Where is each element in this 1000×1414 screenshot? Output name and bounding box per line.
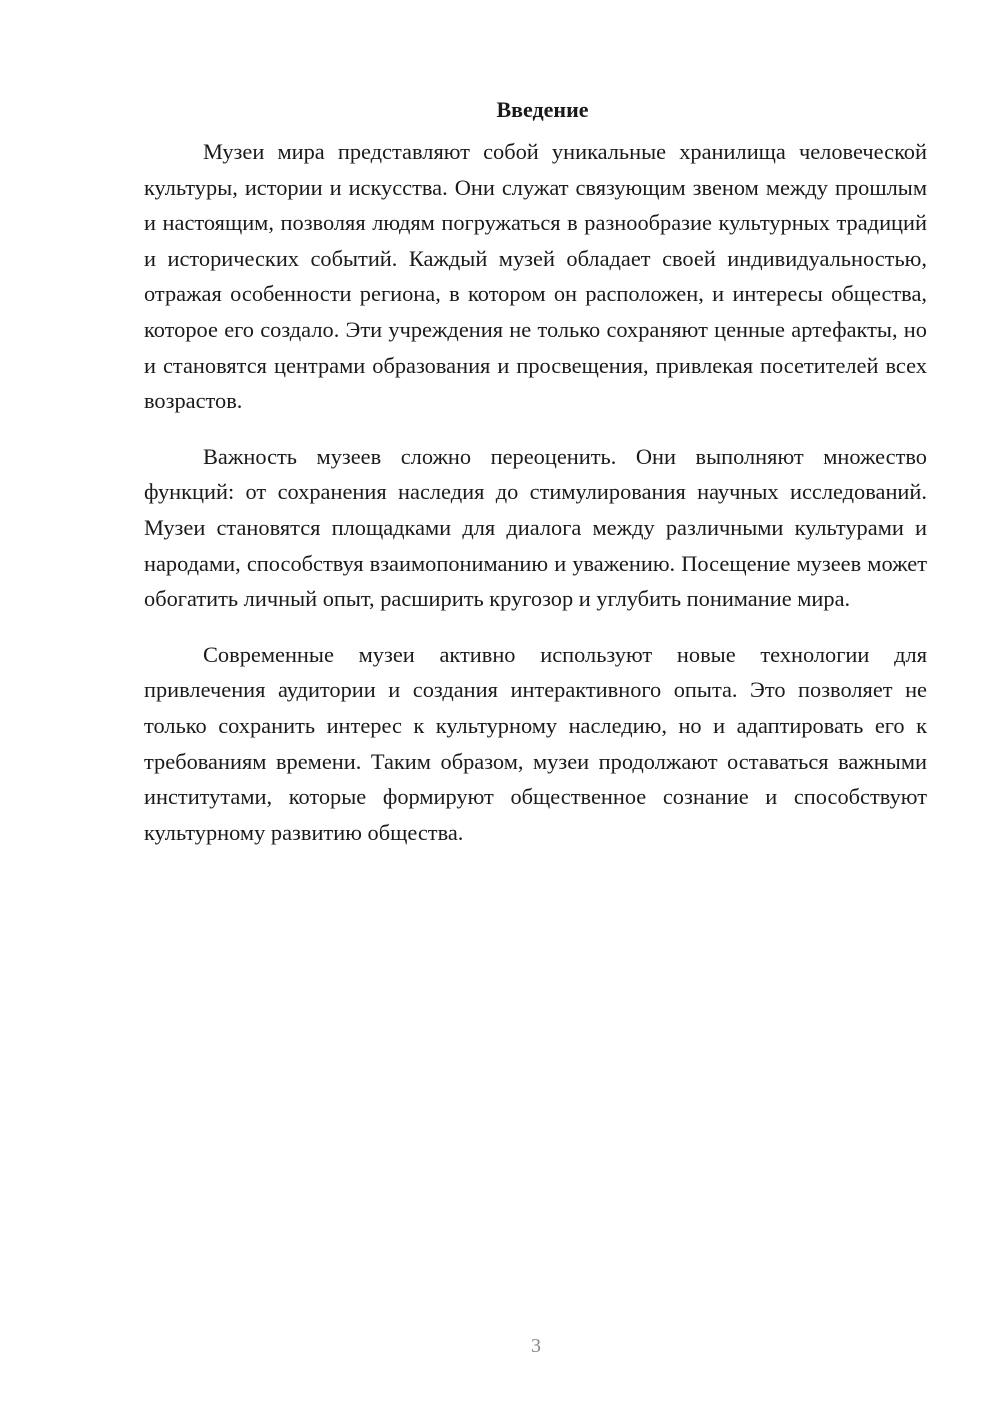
paragraph-3: Современные музеи активно используют новые технологии для привлечения аудитории и создания интерактивного опыта. Это позволяет не только сохранить интерес к культурному наследию, но и адаптировать его к требованиям времени. Таким образом, музеи продолжают оставаться важными институтами, которые формируют общественное сознание и способствуют культурному развитию общества. bbox=[144, 641, 927, 845]
paragraph-2: Важность музеев сложно переоценить. Они выполняют множество функций: от сохранения наследия до стимулирования научных исследований. Музеи становятся площадками для диалога между различными культурами и народами, способствуя взаимопониманию и уважению. Посещение музеев может обогатить личный опыт, расширить кругозор и углубить понимание мира. bbox=[144, 443, 927, 612]
section-heading: Введение bbox=[496, 97, 589, 122]
page-number: 3 bbox=[531, 1335, 541, 1357]
page-content bbox=[144, 92, 927, 870]
paragraph-1: Музеи мира представляют собой уникальные хранилища человеческой культуры, истории и искусства. Они служат связующим звеном между прошлым и настоящим, позволяя людям погружаться в разнообразие культурных традиций и исторических событий. Каждый музей обладает своей индивидуальностью, отражая особенности региона, в котором он расположен, и интересы общества, которое его создало. Эти учреждения не только сохраняют ценные артефакты, но и становятся центрами образования и просвещения, привлекая посетителей всех возрастов. bbox=[144, 139, 927, 414]
